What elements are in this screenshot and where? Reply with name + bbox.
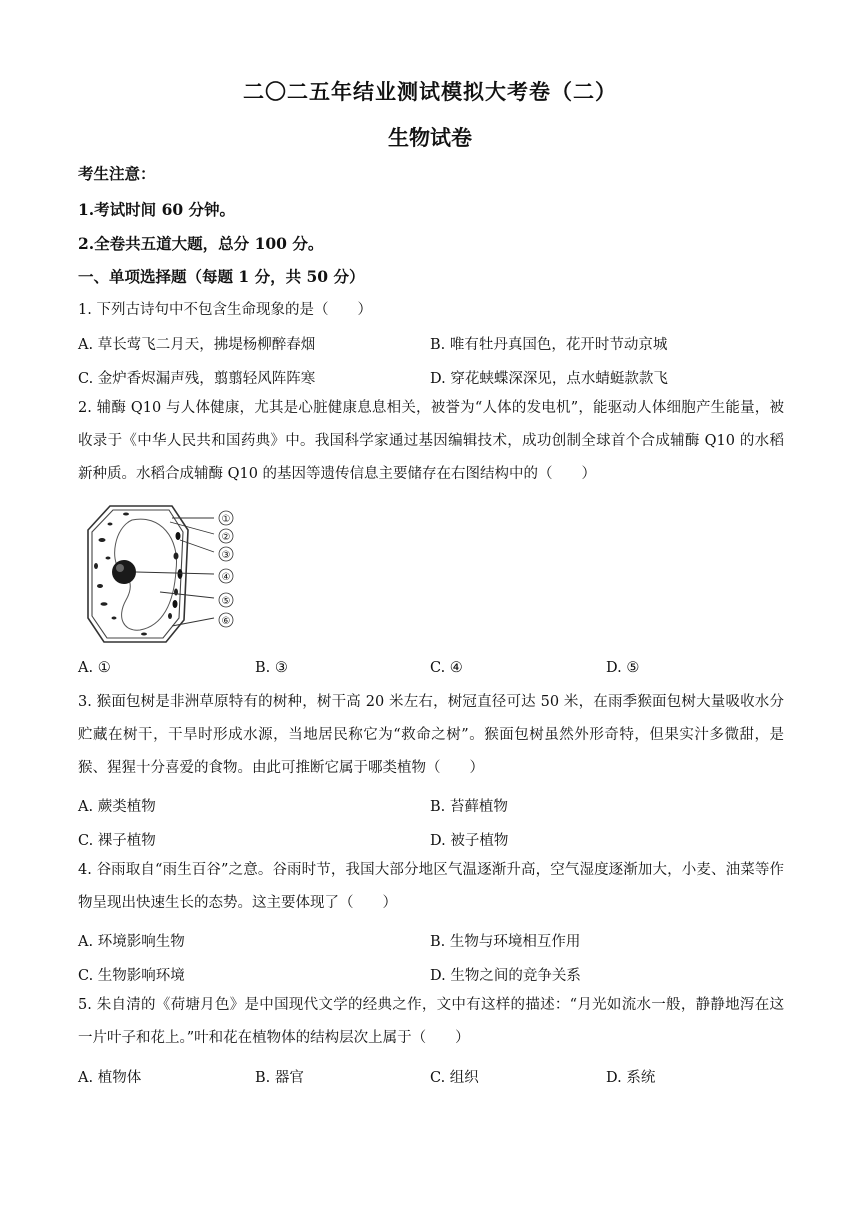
option-d: D. 系统	[606, 1070, 656, 1086]
option-a: A. 蕨类植物	[78, 799, 156, 815]
notice-heading: 考生注意：	[78, 164, 156, 183]
notice-item: 1.考试时间 60 分钟。	[78, 200, 236, 219]
question-stem: 3. 猴面包树是非洲草原特有的树种，树干高 20 米左右，树冠直径可达 50 米，在雨季猴面包树大量吸收水分贮藏在树干，干旱时形成水源，当地居民称它为“救命之树”。猴面包树虽然外形奇特，但果实汁多微甜，是猴、猩猩十分喜爱的食物。由此可推断它属于哪类植物（ ）	[78, 694, 784, 776]
label-5: ⑤	[221, 596, 231, 607]
option-a: A. 环境影响生物	[78, 934, 185, 950]
option-b: B. 苔藓植物	[430, 799, 508, 815]
question-stem: 5. 朱自清的《荷塘月色》是中国现代文学的经典之作，文中有这样的描述：“月光如流水一般，静静地泻在这一片叶子和花上。”叶和花在植物体的结构层次上属于（ ）	[78, 997, 784, 1046]
option-b: B. 生物与环境相互作用	[430, 934, 581, 950]
option-d: D. 穿花蛱蝶深深见，点水蜻蜓款款飞	[430, 371, 668, 387]
question-stem: 1. 下列古诗句中不包含生命现象的是（ ）	[78, 302, 372, 318]
option-c: C. 生物影响环境	[78, 968, 185, 984]
option-a: A. ①	[78, 660, 111, 676]
option-d: D. 生物之间的竞争关系	[430, 968, 581, 984]
exam-title: 二〇二五年结业测试模拟大考卷（二）	[243, 79, 617, 104]
option-b: B. 器官	[255, 1070, 304, 1086]
option-a: A. 植物体	[78, 1070, 142, 1086]
option-c: C. 组织	[430, 1070, 479, 1086]
question-stem: 2. 辅酶 Q10 与人体健康，尤其是心脏健康息息相关，被誉为“人体的发电机”，能驱动人体细胞产生能量，被收录于《中华人民共和国药典》中。我国科学家通过基因编辑技术，成功创制全球首个合成辅酶 Q10 的水稻新种质。水稻合成辅酶 Q10 的基因等遗传信息主要储存在右图结构中的（ ）	[78, 400, 784, 482]
option-b: B. 唯有牡丹真国色，花开时节动京城	[430, 337, 668, 353]
option-c: C. 金炉香烬漏声残，翦翦轻风阵阵寒	[78, 371, 316, 387]
question-stem: 4. 谷雨取自“雨生百谷”之意。谷雨时节，我国大部分地区气温逐渐升高，空气湿度逐渐加大，小麦、油菜等作物呈现出快速生长的态势。这主要体现了（ ）	[78, 862, 784, 911]
option-d: D. ⑤	[606, 660, 640, 676]
option-a: A. 草长莺飞二月天，拂堤杨柳醉春烟	[78, 337, 316, 353]
section-heading: 一、单项选择题（每题 1 分，共 50 分）	[78, 267, 365, 286]
nucleus	[112, 560, 136, 584]
option-b: B. ③	[255, 660, 288, 676]
label-6: ⑥	[221, 616, 231, 627]
plant-cell-diagram	[80, 500, 242, 646]
option-d: D. 被子植物	[430, 833, 509, 849]
label-2: ②	[221, 532, 231, 543]
label-3: ③	[221, 550, 231, 561]
label-4: ④	[221, 572, 231, 583]
label-1: ①	[221, 514, 231, 525]
exam-subject: 生物试卷	[388, 125, 472, 150]
option-c: C. ④	[430, 660, 463, 676]
option-c: C. 裸子植物	[78, 833, 156, 849]
notice-item: 2.全卷共五道大题，总分 100 分。	[78, 234, 324, 253]
